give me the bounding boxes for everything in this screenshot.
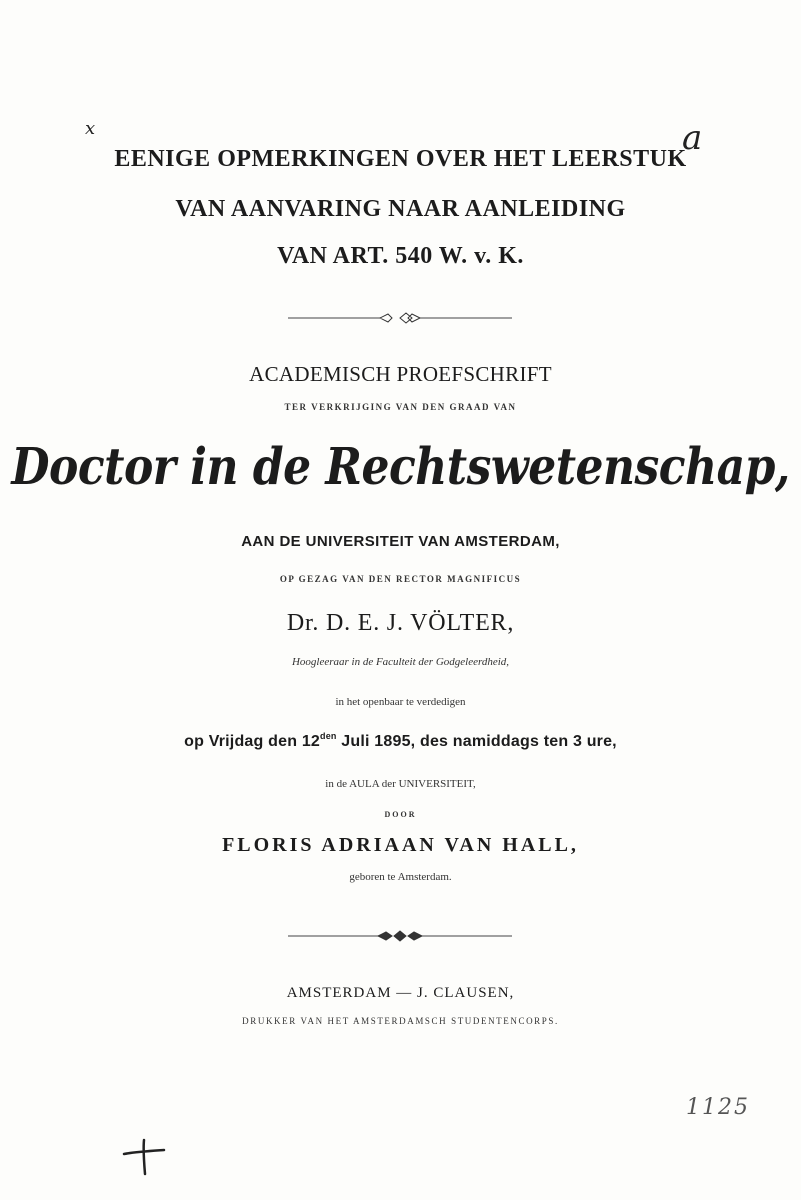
defend-text: in het openbaar te verdedigen [335, 696, 466, 708]
printer: DRUKKER VAN HET AMSTERDAMSCH STUDENTENCORPS. [242, 1016, 559, 1026]
handwritten-plus-mark [120, 1136, 168, 1176]
divider-ornament-bottom [288, 929, 512, 943]
title-line-2: VAN AANVARING NAAR AANLEIDING [175, 196, 626, 222]
title-line-3: VAN ART. 540 W. v. K. [277, 243, 524, 269]
title-line-1: EENIGE OPMERKINGEN OVER HET LEERSTUK [114, 146, 687, 172]
by-label: DOOR [384, 810, 417, 819]
birthplace: geboren te Amsterdam. [349, 871, 452, 883]
rector-title: Hoogleeraar in de Faculteit der Godgeleerdheid, [291, 656, 510, 668]
university: AAN DE UNIVERSITEIT VAN AMSTERDAM, [241, 533, 560, 550]
thesis-heading: ACADEMISCH PROEFSCHRIFT [249, 362, 552, 386]
rector-intro: OP GEZAG VAN DEN RECTOR MAGNIFICUS [279, 574, 522, 584]
divider-ornament [288, 311, 512, 325]
degree-intro: TER VERKRIJGING VAN DEN GRAAD VAN [284, 402, 517, 412]
author-name: FLORIS ADRIAAN VAN HALL, [222, 834, 579, 856]
date-rest: Juli 1895, des namiddags ten 3 ure, [336, 733, 617, 750]
publisher: AMSTERDAM — J. CLAUSEN, [286, 985, 515, 1001]
date-prefix: op Vrijdag den 12 [184, 733, 321, 750]
defense-date [0, 731, 801, 751]
handwritten-mark-x: x [85, 118, 96, 139]
rector-name: Dr. D. E. J. VÖLTER, [286, 610, 515, 636]
handwritten-number: 1125 [686, 1095, 750, 1120]
handwritten-mark-a: a [682, 118, 703, 158]
date-superscript: den [320, 731, 337, 741]
degree-title: Doctor in de Rechtswetenschap, [11, 438, 790, 497]
location: in de AULA der UNIVERSITEIT, [325, 778, 476, 790]
